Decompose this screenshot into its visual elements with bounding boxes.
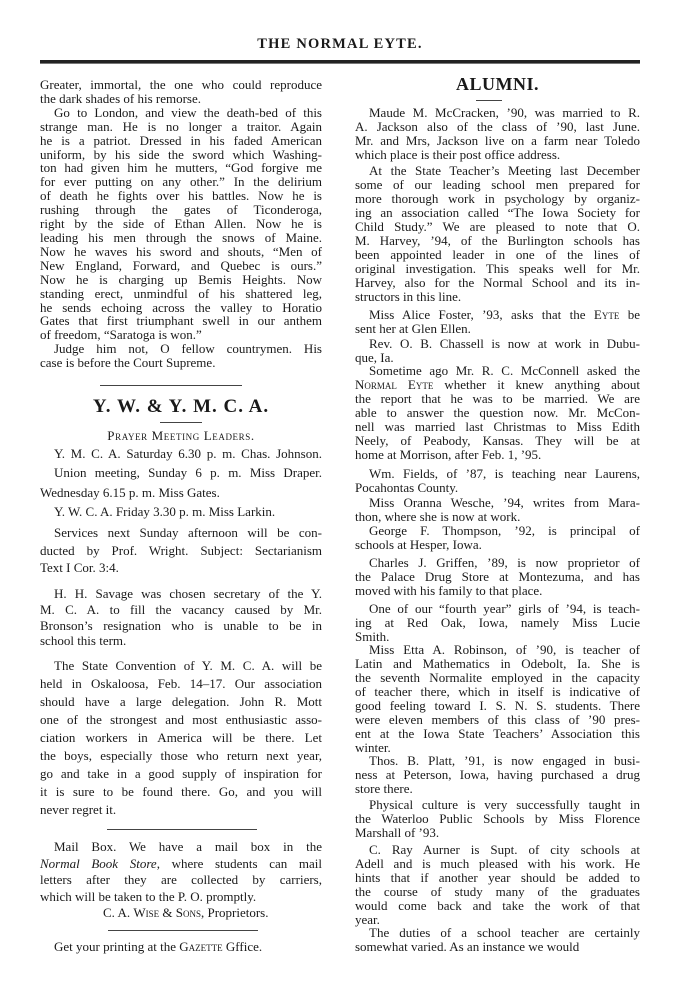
text-line: the Waterloo Public Schools by Miss Florence (355, 811, 640, 826)
prayer-leader-entry: Y. W. C. A. Friday 3.30 p. m. Miss Larkin. (54, 503, 276, 519)
text-line: nell was married last Christmas to Miss Edith (355, 419, 640, 434)
text-segment: C. A. (103, 905, 134, 920)
text-line (355, 378, 640, 392)
text-line: Wm. Fields, of ’87, is teaching near Laurens, (369, 466, 640, 481)
text-line: he is a patriot. Dressed in his faded American (40, 132, 322, 148)
text-line: The duties of a school teacher are certainly (369, 925, 640, 940)
text-line: which will be taken to the P. O. promptly. (40, 888, 257, 904)
alumni-note (355, 602, 640, 644)
text-line: Thos. B. Platt, ’91, is now engaged in busi- (369, 753, 640, 768)
alumni-note (355, 337, 640, 365)
text-line: Now he is charging up Bemis Heights. Now (40, 271, 322, 287)
text-segment: , where students can mail (156, 855, 323, 871)
text-line: year. (355, 912, 380, 927)
secretary-paragraph (40, 586, 322, 649)
prayer-leader-entry: Wednesday 6.15 p. m. Miss Gates. (40, 484, 220, 500)
text-line: ent at the Iowa State Teachers’ Association this (355, 726, 640, 741)
text-line: the boys, especially those who return next year, (40, 748, 322, 763)
text-line: original investigation. This speaks well for Mr. (355, 261, 640, 276)
mailbox-signature (40, 905, 322, 922)
text-line: which place is their post office address. (355, 147, 561, 162)
text-line: were eleven members of this class of ’90 pres- (355, 712, 640, 727)
text-line: go and take in a good supply of inspiration for (40, 766, 322, 781)
text-line: ton had given him he mutters, “God forgive me (40, 160, 322, 176)
text-line: good feeling toward I. S. N. S. students. There (355, 698, 640, 713)
text-line: winter. (355, 740, 391, 755)
alumni-note (355, 798, 640, 840)
text-line: held in Oskaloosa, Feb. 14–17. Our association (40, 676, 322, 691)
text-line: Sometime ago Mr. R. C. McConnell asked the (369, 363, 640, 378)
text-line: Services next Sunday afternoon will be con- (54, 525, 322, 540)
text-line: que, Ia. (355, 350, 394, 365)
text-line: uniform, by his side the sword which Washing- (40, 146, 322, 162)
text-segment: Normal Book Store (40, 855, 157, 871)
alumni-note (355, 467, 640, 495)
text-line: ciation workers in America will be there. Let (40, 730, 322, 745)
text-line: home at Morrison, after Feb. 1, ’95. (355, 447, 542, 462)
text-line: case is before the Court Supreme. (40, 355, 216, 371)
text-line: One of our “fourth year” girls of ’94, is teach- (369, 601, 640, 616)
text-line: never regret it. (40, 802, 117, 817)
text-line: some of our leading school men prepared for (355, 177, 640, 192)
essay-paragraph (40, 342, 322, 370)
section-divider (108, 930, 258, 931)
text-line: Mail Box. We have a mail box in the (54, 839, 322, 854)
text-segment: be (619, 307, 641, 322)
alumni-heading: ALUMNI. (456, 74, 539, 94)
text-line: one of the strongest and most enthusiastic asso- (40, 712, 322, 727)
alumni-note (355, 364, 640, 462)
text-line: leading his men through the snows of Maine. (40, 229, 322, 245)
prayer-leaders-list (40, 444, 322, 521)
alumni-note (355, 496, 640, 524)
essay-paragraph (40, 106, 322, 342)
text-segment: Wise & Sons (133, 905, 201, 920)
text-segment: , Proprietors. (200, 905, 269, 920)
text-line: rushing through the gates of Ticonderoga, (40, 202, 322, 218)
text-line: it is sure to be found there. Go, and you will (40, 784, 322, 799)
text-line: Mr. and Mrs, Jackson live on a farm near Toledo (355, 133, 640, 148)
text-line: ducted by Prof. Wright. Subject: Sectarianism (40, 542, 322, 558)
text-segment: Eyte (593, 307, 620, 322)
text-line: somewhat varied. As an instance we would (355, 939, 580, 954)
text-line: Bronson’s resignation who is unable to be in (40, 617, 322, 633)
essay-paragraph (40, 78, 322, 106)
text-line: Judge him not, O fellow countrymen. His (54, 341, 322, 357)
text-line: strange man. He is no longer a traitor. Again (40, 118, 322, 134)
text-line: more thorough work in psychology by organiz- (355, 191, 640, 206)
text-line: school this term. (40, 633, 127, 649)
text-line: ness at Peterson, Iowa, having purchased a drug (355, 767, 640, 782)
text-line: Rev. O. B. Chassell is now at work in Dubu- (369, 336, 640, 351)
text-line: Go to London, and view the death-bed of this (54, 104, 322, 120)
section-divider (100, 385, 242, 386)
text-segment: Get your printing at the (54, 939, 180, 954)
text-line: Adell and is much pleased with his work. He (355, 856, 640, 871)
text-line: of freedom, “Saratoga is won.” (40, 327, 202, 343)
text-line: should have a large delegation. John R. Mott (40, 694, 322, 709)
text-line: Greater, immortal, the one who could reproduce (40, 77, 322, 92)
text-line: Smith. (355, 629, 390, 644)
alumni-note (355, 524, 640, 552)
text-line: Miss Etta A. Robinson, of ’90, is teacher of (369, 642, 640, 657)
essay-conclusion (40, 78, 322, 370)
text-line: George F. Thompson, ’92, is principal of (369, 523, 640, 538)
text-line: standing erect, unmindful of his shattered leg, (40, 285, 322, 301)
text-line: At the State Teacher’s Meeting last December (369, 163, 640, 178)
text-line: New England, Forward, and Quebec is ours.” (40, 257, 322, 273)
services-paragraph (40, 524, 322, 577)
text-line: Harvey, also for the Normal School and its in- (355, 275, 640, 290)
alumni-note (355, 926, 640, 954)
text-line: the Palace Drug Store at Montezuma, and has (355, 569, 640, 584)
text-line: Maude M. McCracken, ’90, was married to R. (369, 105, 640, 120)
alumni-note (355, 754, 640, 796)
printing-notice (40, 939, 336, 955)
convention-paragraph (40, 657, 322, 819)
section-divider (107, 829, 257, 830)
text-line: of death he fights over his battles. Now he is (40, 188, 322, 204)
heading-underline (476, 100, 502, 101)
text-line: Gates that first triumphant swell in our anthem (40, 313, 322, 329)
text-line (355, 308, 640, 322)
text-line: A. Jackson also of the class of ’90, last June. (355, 119, 640, 134)
text-line: Physical culture is very successfully taught in (369, 797, 640, 812)
text-line: H. H. Savage was chosen secretary of the Y. (54, 586, 322, 601)
alumni-note (355, 643, 640, 755)
text-line: Miss Oranna Wesche, ’94, writes from Mara- (369, 495, 640, 510)
masthead-title: THE NORMAL EYTE. (257, 36, 423, 52)
text-line (40, 856, 322, 873)
prayer-leader-entry: Union meeting, Sunday 6 p. m. Miss Draper. (54, 465, 322, 481)
text-line: letters after they are collected by carriers, (40, 872, 322, 887)
text-line: M. Harvey, ’94, of the Burlington schools has (355, 233, 640, 248)
alumni-note (355, 308, 640, 336)
text-segment: whether it knew anything about (433, 377, 640, 392)
text-line: thon, where she is now at work. (355, 509, 521, 524)
text-line: structors in this line. (355, 289, 462, 304)
alumni-note (355, 843, 640, 927)
prayer-leader-entry: Y. M. C. A. Saturday 6.30 p. m. Chas. Johnson. (54, 446, 322, 461)
text-line: moved with his family to that place. (355, 583, 543, 598)
prayer-meeting-subheading: Prayer Meeting Leaders. (107, 428, 255, 443)
mailbox-notice (40, 839, 322, 922)
text-line: Text I Cor. 3:4. (40, 560, 119, 575)
alumni-note (355, 556, 640, 598)
text-line: C. Ray Aurner is Supt. of city schools at (369, 842, 640, 857)
mailbox-paragraph (40, 839, 322, 905)
alumni-note (355, 106, 640, 162)
text-line: store there. (355, 781, 413, 796)
text-line: The State Convention of Y. M. C. A. will be (54, 658, 322, 673)
text-line: sent her at Glen Ellen. (355, 321, 471, 336)
text-line: Latin and Mathematics in Odebolt, Ia. She is (355, 656, 640, 671)
text-line: Child Study.” We are pleased to note that O. (355, 219, 640, 234)
text-line: ing at Red Oak, Iowa, namely Miss Lucie (355, 615, 640, 630)
text-line: Marshall of ’93. (355, 825, 440, 840)
text-line: been appointed leader in one of the lines of (355, 247, 640, 262)
text-line: the report that he was to be married. We are (355, 391, 640, 406)
text-line: for ever putting on any other.” In the delirium (40, 174, 322, 190)
text-segment: Gffice. (222, 939, 263, 954)
text-segment: Miss Alice Foster, ’93, asks that the (369, 307, 594, 322)
text-line: Now he waves his sword and shouts, “Men of (40, 243, 322, 259)
text-line: hints that if another year should be added to (355, 870, 640, 885)
ymca-heading: Y. W. & Y. M. C. A. (92, 396, 270, 417)
text-line: ing an association called “The Iowa Society for (355, 205, 640, 220)
text-line: he sends echoing across the valley to Horatio (40, 299, 322, 315)
alumni-note (355, 164, 640, 304)
masthead-rule (40, 60, 640, 64)
text-line: right by the side of Ethan Allen. Now he is (40, 216, 322, 232)
text-line: able to answer the question now. Mr. McCon- (355, 405, 640, 420)
heading-underline (160, 422, 202, 423)
text-line: would come back and take the work of that (355, 898, 640, 913)
text-segment: Gazette (179, 939, 223, 954)
text-line: of teacher there, which in itself is indicative of (355, 684, 640, 699)
text-line: the course of study many of the graduates (355, 884, 640, 899)
text-line: M. C. A. to fill the vacancy caused by Mr. (40, 601, 322, 617)
text-line: Neely, of Peabody, Kansas. They will be at (355, 433, 640, 448)
text-line: the dark shades of his remorse. (40, 90, 202, 106)
text-line: Charles J. Griffen, ’89, is now proprietor of (369, 555, 640, 570)
text-line: Pocahontas County. (355, 480, 459, 495)
text-segment: Normal Eyte (355, 377, 434, 392)
text-line: schools at Hesper, Iowa. (355, 537, 482, 552)
text-line: the seventh Normalite employed in the capacity (355, 670, 640, 685)
